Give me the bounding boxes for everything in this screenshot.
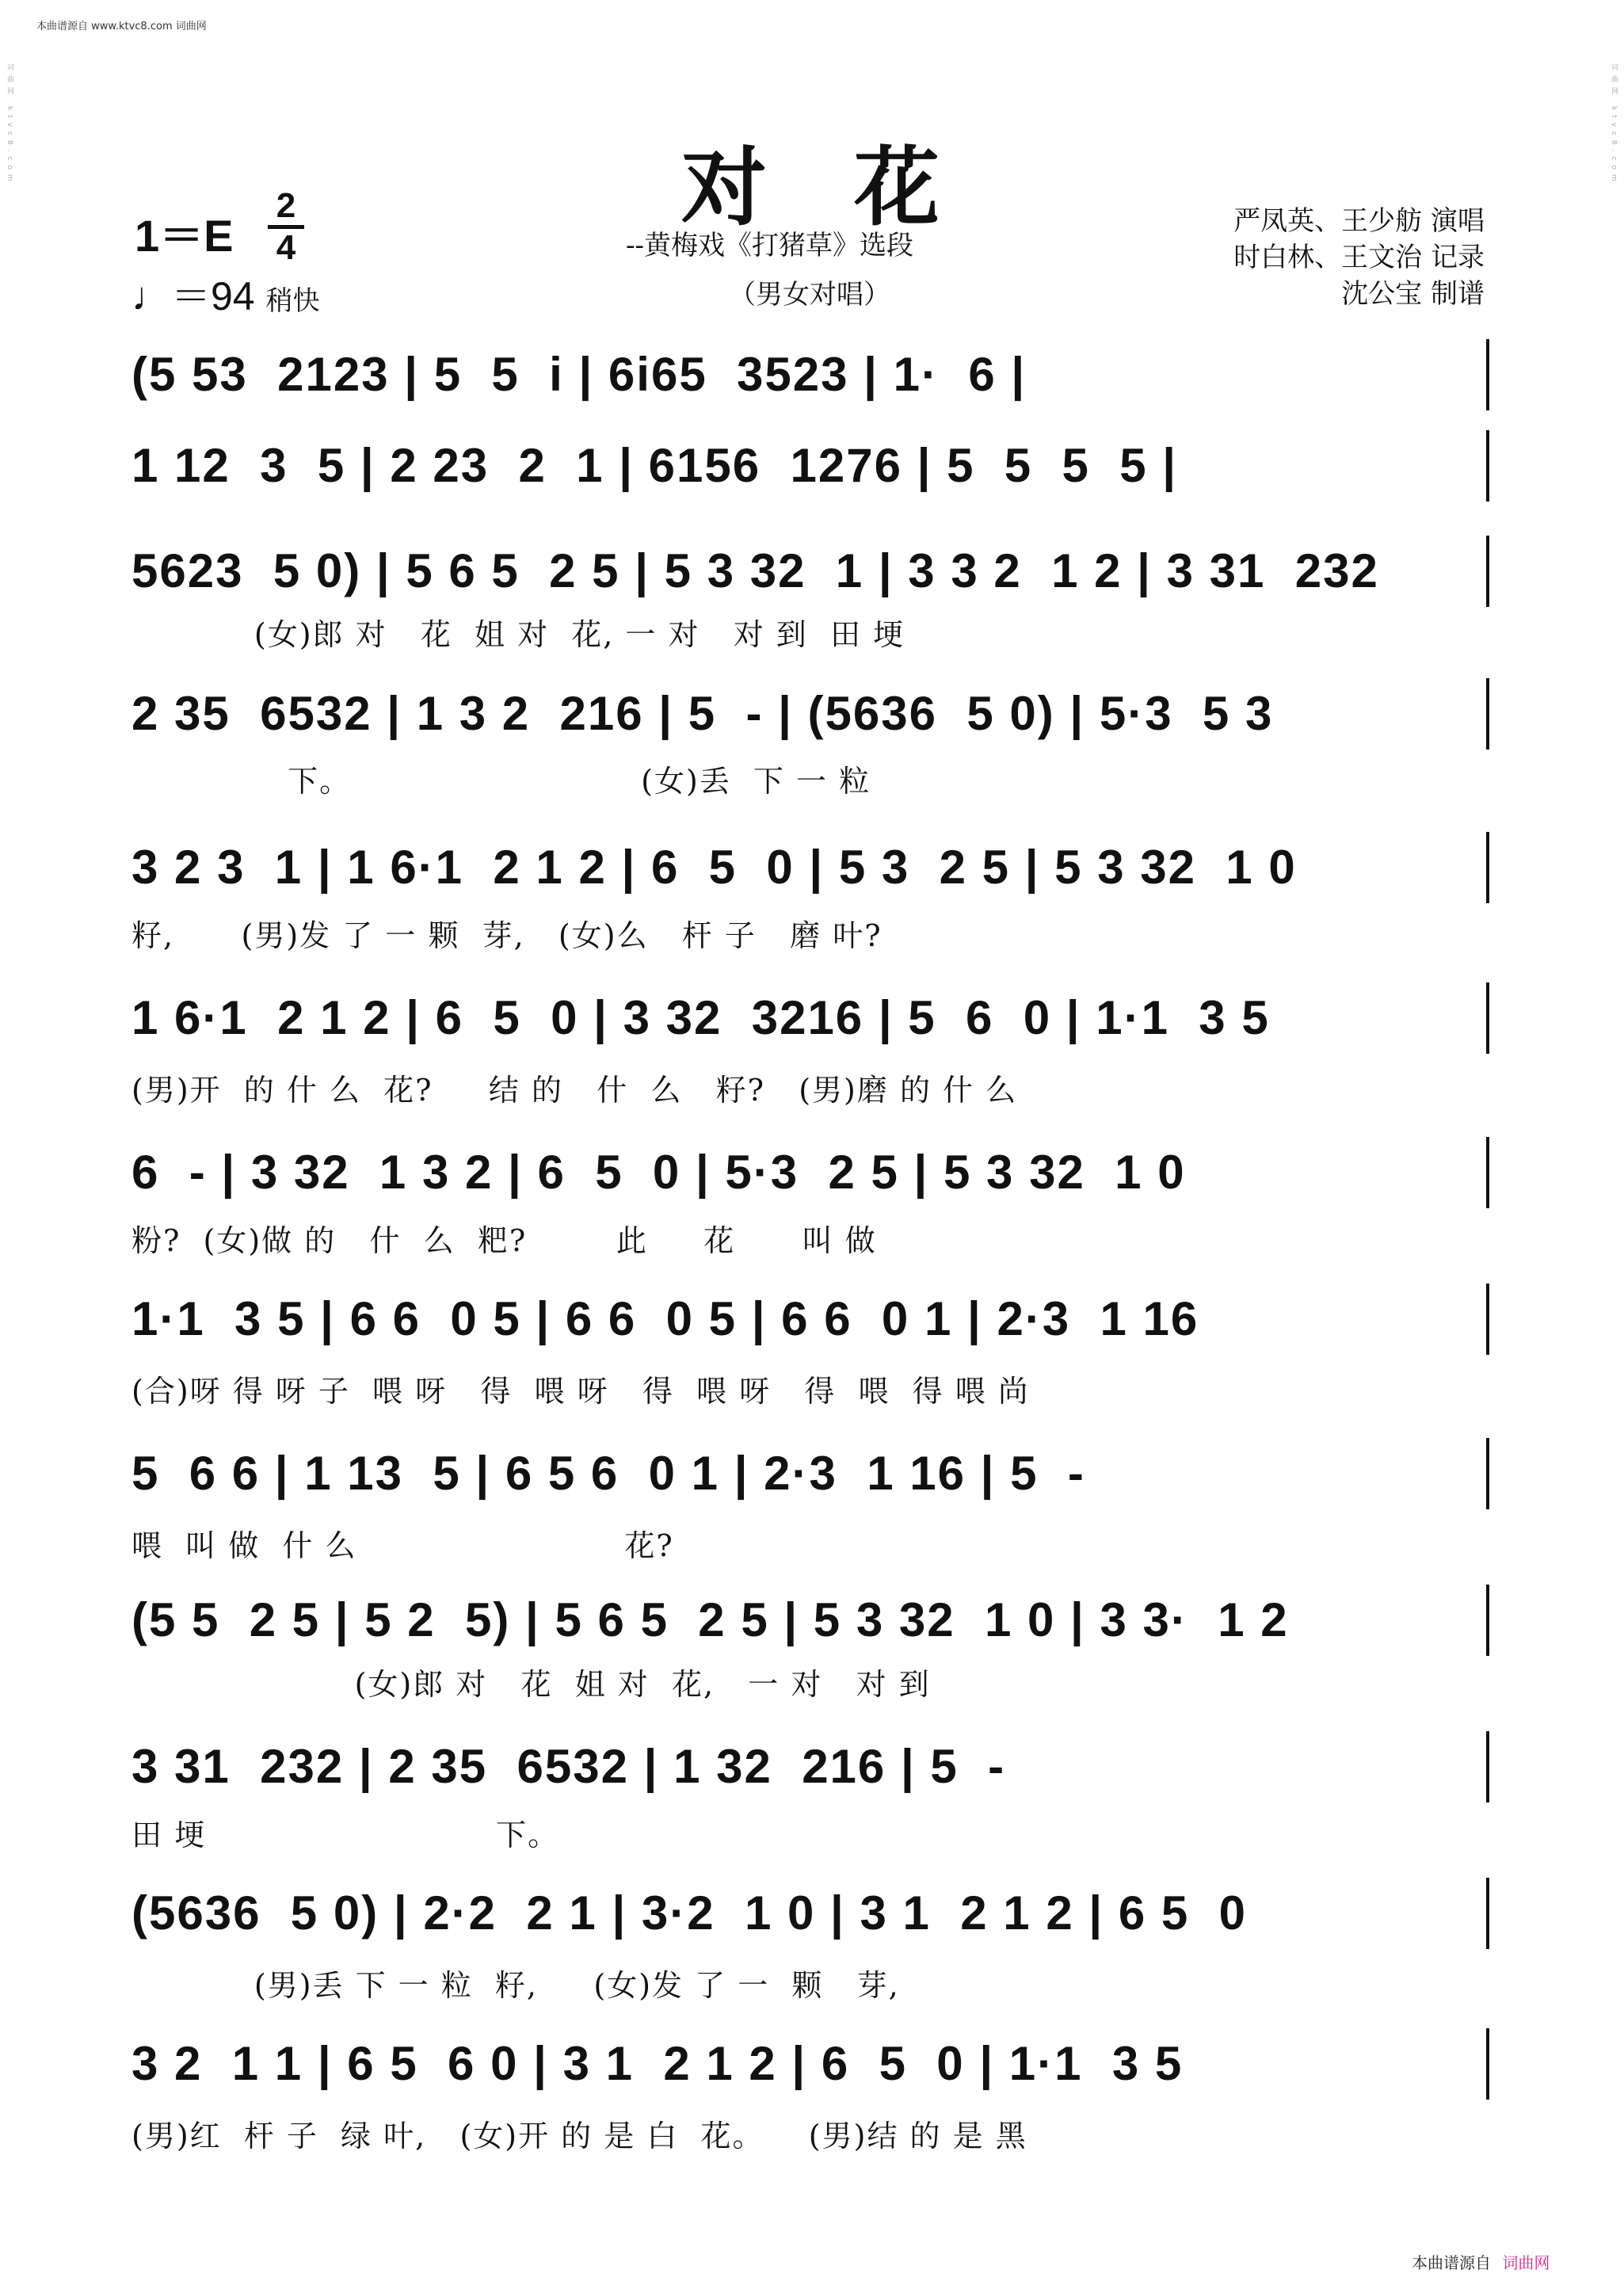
barline xyxy=(1486,1137,1489,1208)
page-title: 对花 xyxy=(681,138,1027,238)
score-row-7-lyrics: 粉? (女)做 的 什 么 粑? 此 花 叫 做 xyxy=(132,1223,877,1258)
barline xyxy=(1486,2028,1489,2100)
barline xyxy=(1486,678,1489,750)
score-row-8-notes: 1·1 3 5 | 6 6 0 5 | 6 6 0 5 | 6 6 0 1 | 2·3 1 16 xyxy=(132,1292,1199,1345)
barline xyxy=(1486,1585,1489,1656)
footer-source[interactable] xyxy=(1412,2250,1550,2273)
score-row-5-notes: 3 2 3 1 | 1 6·1 2 1 2 | 6 5 0 | 5 3 2 5 | 5 3 32 1 0 xyxy=(132,841,1297,894)
tempo-term: 稍快 xyxy=(265,285,320,317)
barline xyxy=(1486,1731,1489,1802)
score-row-7-notes: 6 - | 3 32 1 3 2 | 6 5 0 | 5·3 2 5 | 5 3 32 1 0 xyxy=(132,1146,1186,1199)
barline xyxy=(1486,832,1489,903)
credits xyxy=(1233,203,1485,312)
score-row-13-lyrics: (男)红 杆 子 绿 叶, (女)开 的 是 白 花。 (男)结 的 是 黑 xyxy=(132,2119,1027,2153)
score-row-3-lyrics: (女)郎 对 花 姐 对 花, 一 对 对 到 田 埂 xyxy=(132,617,905,652)
score-row-12-lyrics: (男)丢 下 一 粒 籽, (女)发 了 一 颗 芽, xyxy=(132,1968,900,2003)
right-watermark: 词曲网 ktvc8.com xyxy=(1610,63,1618,186)
barline xyxy=(1486,536,1489,607)
barline xyxy=(1486,982,1489,1054)
score-row-6-notes: 1 6·1 2 1 2 | 6 5 0 | 3 32 3216 | 5 6 0 | 1·1 3 5 xyxy=(132,991,1270,1044)
score-row-4-lyrics: 下。 (女)丢 下 一 粒 xyxy=(132,764,871,799)
barline xyxy=(1486,1284,1489,1355)
score-row-1-notes: (5 53 2123 | 5 5 i | 6i65 3523 | 1· 6 | xyxy=(132,348,1027,401)
barline xyxy=(1486,1878,1489,1949)
quarter-note-icon: ♩ xyxy=(132,274,171,319)
score-row-12-notes: (5636 5 0) | 2·2 2 1 | 3·2 1 0 | 3 1 2 1 2 | 6 5 0 xyxy=(132,1886,1247,1940)
subtitle: --黄梅戏《打猪草》选段 xyxy=(626,230,913,261)
left-watermark: 词曲网 ktvc8.com xyxy=(6,63,13,186)
tempo-value: ＝94 xyxy=(171,274,255,319)
credit-notation: 沈公宝 制谱 xyxy=(1341,278,1485,310)
score-row-11-lyrics: 田 埂 下。 xyxy=(132,1818,560,1852)
time-signature-bottom: 4 xyxy=(276,228,296,267)
time-signature xyxy=(268,186,304,267)
tempo-marking xyxy=(132,265,320,322)
footer-source-label: 本曲谱源自 xyxy=(1412,2253,1491,2272)
score-row-11-notes: 3 31 232 | 2 35 6532 | 1 32 216 | 5 - xyxy=(132,1740,1006,1793)
score-row-10-notes: (5 5 2 5 | 5 2 5) | 5 6 5 2 5 | 5 3 32 1 0 | 3 3· 1 2 xyxy=(132,1593,1289,1646)
performance-form: （男女对唱） xyxy=(729,279,890,311)
score-row-6-lyrics: (男)开 的 什 么 花? 结 的 什 么 籽? (男)磨 的 什 么 xyxy=(132,1073,1018,1108)
score-row-5-lyrics: 籽, (男)发 了 一 颗 芽, (女)么 杆 子 磨 叶? xyxy=(132,918,883,953)
time-signature-top: 2 xyxy=(276,186,296,225)
footer-site-label: 词曲网 xyxy=(1502,2253,1550,2272)
score-row-2-notes: 1 12 3 5 | 2 23 2 1 | 6156 1276 | 5 5 5 5 | xyxy=(132,439,1178,492)
score-row-8-lyrics: (合)呀 得 呀 子 喂 呀 得 喂 呀 得 喂 呀 得 喂 得 喂 尚 xyxy=(132,1374,1030,1409)
key-signature: 1＝E xyxy=(135,211,234,261)
score-row-10-lyrics: (女)郎 对 花 姐 对 花, 一 对 对 到 xyxy=(132,1667,931,1702)
score-row-3-notes: 5623 5 0) | 5 6 5 2 5 | 5 3 32 1 | 3 3 2 1 2 | 3 31 232 xyxy=(132,544,1379,597)
barline xyxy=(1486,430,1489,502)
barline xyxy=(1486,1438,1489,1509)
credit-recorders: 时白林、王文治 记录 xyxy=(1233,242,1485,273)
score-row-9-lyrics: 喂 叫 做 什 么 花? xyxy=(132,1528,674,1563)
barline xyxy=(1486,339,1489,410)
header-link[interactable]: 本曲谱源自 www.ktvc8.com 词曲网 xyxy=(36,21,207,32)
credit-singers: 严凤英、王少舫 演唱 xyxy=(1233,205,1485,237)
score-row-4-notes: 2 35 6532 | 1 3 2 216 | 5 - | (5636 5 0) | 5·3 5 3 xyxy=(132,687,1274,740)
score-row-13-notes: 3 2 1 1 | 6 5 6 0 | 3 1 2 1 2 | 6 5 0 | 1·1 3 5 xyxy=(132,2037,1184,2090)
score-row-9-notes: 5 6 6 | 1 13 5 | 6 5 6 0 1 | 2·3 1 16 | 5 - xyxy=(132,1447,1085,1500)
